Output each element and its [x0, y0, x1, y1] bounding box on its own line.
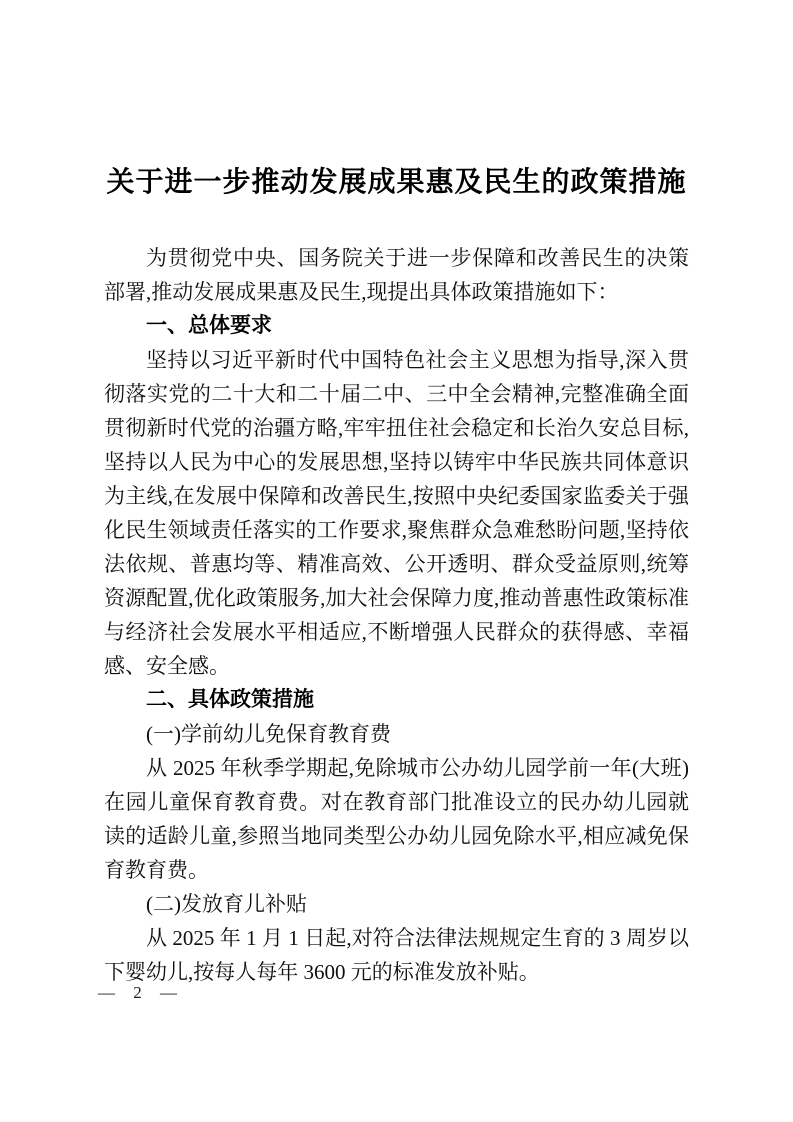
document-title: 关于进一步推动发展成果惠及民生的政策措施	[106, 167, 687, 198]
document-body	[104, 241, 689, 989]
page-number: — 2 —	[98, 983, 184, 1002]
section-heading-specific-measures: 二、具体政策措施	[146, 688, 314, 711]
paragraph-intro: 为贯彻党中央、国务院关于进一步保障和改善民生的决策部署,推动发展成果惠及民生,现提出具体政策措施如下：	[104, 246, 689, 304]
item-heading-childcare-subsidy: (二)发放育儿补贴	[146, 892, 307, 916]
item-heading-preschool-fee-waiver: (一)学前幼儿免保育教育费	[146, 722, 391, 746]
section-heading-overall-requirements: 一、总体要求	[146, 314, 272, 337]
paragraph-preschool-fee-waiver: 从 2025 年秋季学期起,免除城市公办幼儿园学前一年(大班)在园儿童保育教育费。对在教育部门批准设立的民办幼儿园就读的适龄儿童,参照当地同类型公办幼儿园免除水平,相应减免保育教育费。	[104, 756, 689, 882]
paragraph-overall-requirements: 坚持以习近平新时代中国特色社会主义思想为指导,深入贯彻落实党的二十大和二十届二中、三中全会精神,完整准确全面贯彻新时代党的治疆方略,牢牢扭住社会稳定和长治久安总目标,坚持以人民为中心的发展思想,坚持以铸牢中华民族共同体意识为主线,在发展中保障和改善民生,按照中央纪委国家监委关于强化民生领域责任落实的工作要求,聚焦群众急难愁盼问题,坚持依法依规、普惠均等、精准高效、公开透明、群众受益原则,统筹资源配置,优化政策服务,加大社会保障力度,推动普惠性政策标准与经济社会发展水平相适应,不断增强人民群众的获得感、幸福感、安全感。	[104, 348, 689, 678]
paragraph-childcare-subsidy: 从 2025 年 1 月 1 日起,对符合法律法规规定生育的 3 周岁以下婴幼儿,按每人每年 3600 元的标准发放补贴。	[104, 926, 689, 984]
